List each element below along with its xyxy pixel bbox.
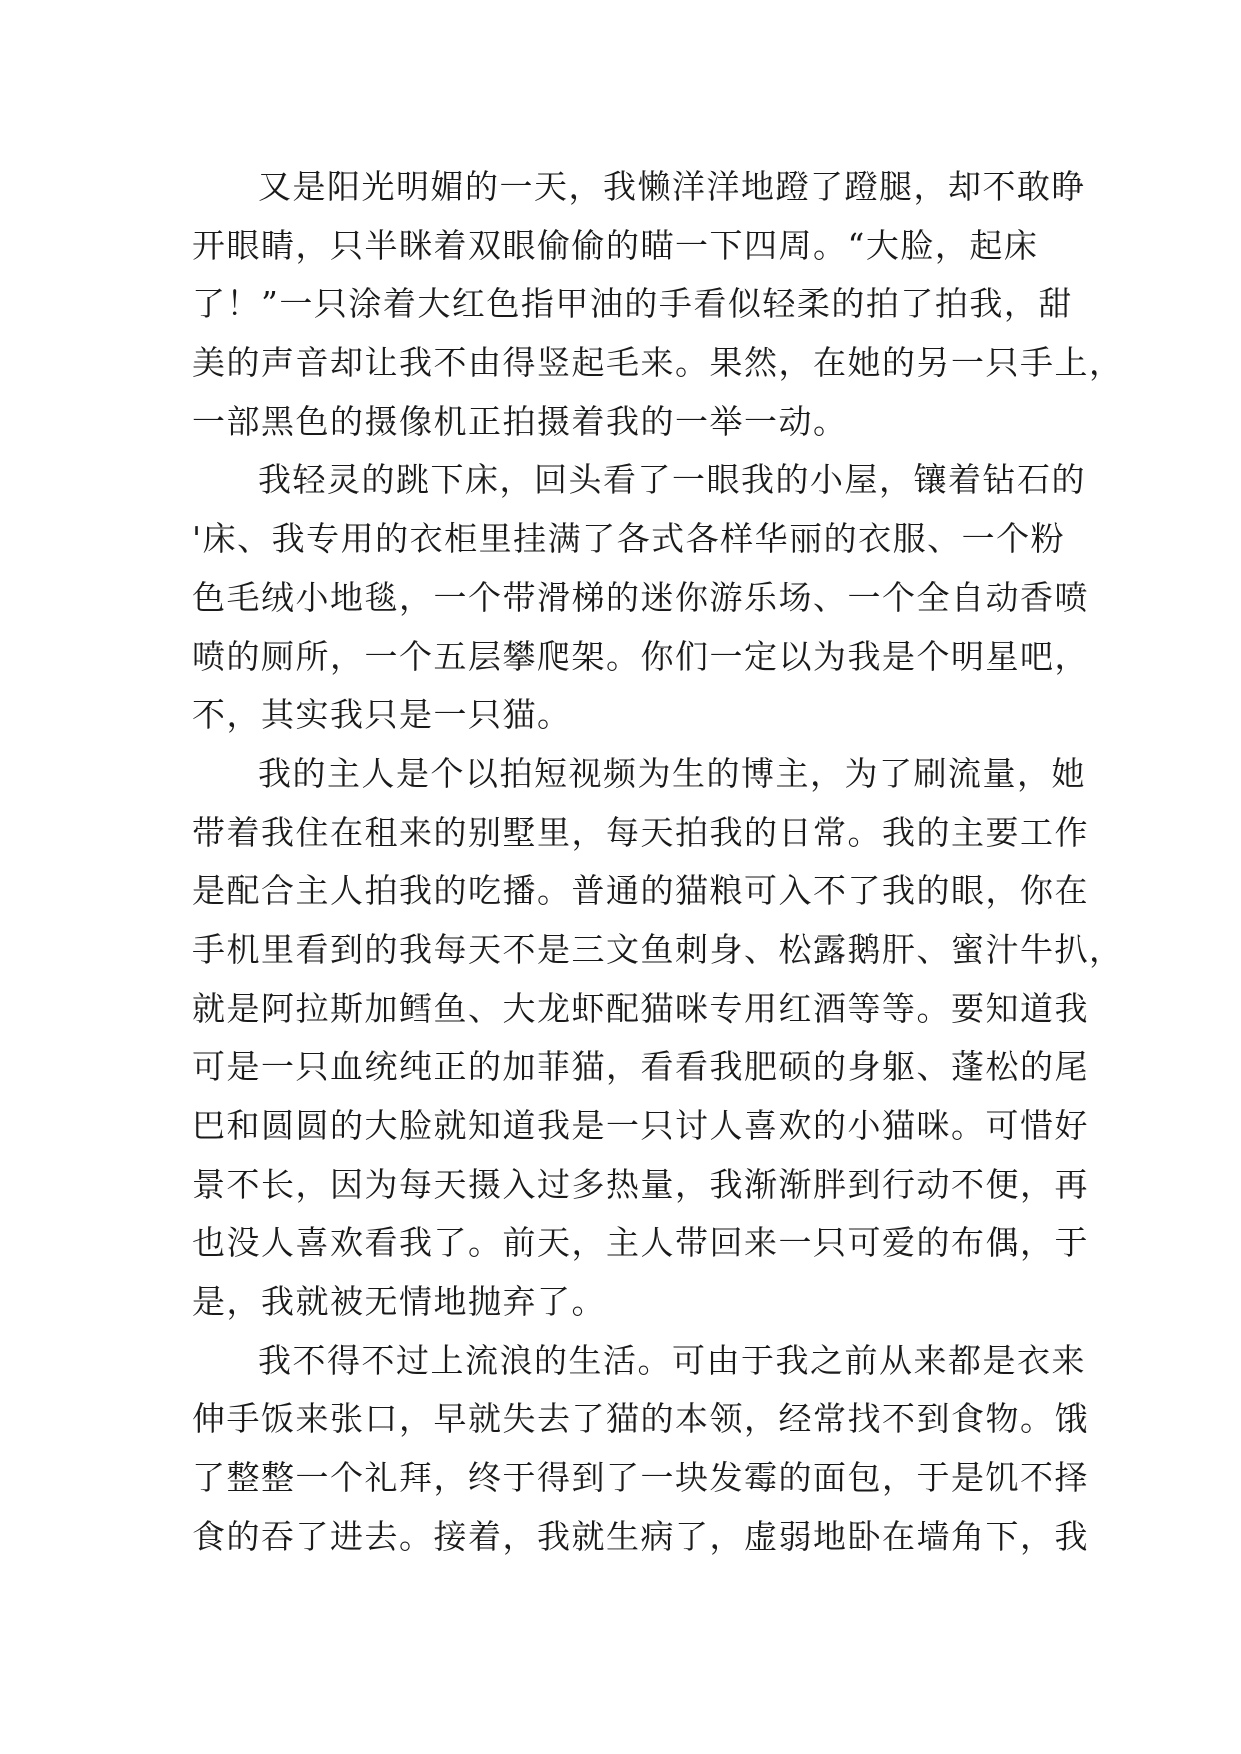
paragraph-line: 是配合主人拍我的吃播。普通的猫粮可入不了我的眼，你在 [192,871,1089,911]
document-body [192,158,1124,1567]
paragraph-1 [192,158,1124,451]
paragraph-line: 手机里看到的我每天不是三文鱼刺身、松露鹅肝、蜜汁牛扒， [192,929,1124,969]
paragraph-line: 景不长，因为每天摄入过多热量，我渐渐胖到行动不便，再 [192,1164,1089,1204]
paragraph-2 [192,451,1089,744]
paragraph-line: 可是一只血统纯正的加菲猫，看看我肥硕的身躯、蓬松的尾 [192,1047,1089,1087]
paragraph-line: 不，其实我只是一只猫。 [192,695,572,735]
paragraph-line: 开眼睛，只半眯着双眼偷偷的瞄一下四周。“大脸，起床 [192,225,1039,265]
paragraph-line: 一部黑色的摄像机正拍摄着我的一举一动。 [192,401,848,441]
paragraph-line: 色毛绒小地毯，一个带滑梯的迷你游乐场、一个全自动香喷 [192,577,1089,617]
paragraph-line: 是，我就被无情地抛弃了。 [192,1282,606,1322]
paragraph-3 [192,745,1124,1332]
paragraph-line: '床、我专用的衣柜里挂满了各式各样华丽的衣服、一个粉 [192,519,1066,559]
paragraph-line: 了整整一个礼拜，终于得到了一块发霉的面包，于是饥不择 [192,1458,1089,1498]
paragraph-line: 就是阿拉斯加鳕鱼、大龙虾配猫咪专用红酒等等。要知道我 [192,988,1089,1028]
paragraph-line: 带着我住在租来的别墅里，每天拍我的日常。我的主要工作 [192,812,1089,852]
paragraph-line: 我的主人是个以拍短视频为生的博主，为了刷流量，她 [258,753,1086,793]
paragraph-line: 也没人喜欢看我了。前天，主人带回来一只可爱的布偶，于 [192,1223,1089,1263]
paragraph-line: 巴和圆圆的大脸就知道我是一只讨人喜欢的小猫咪。可惜好 [192,1106,1089,1145]
paragraph-line: 伸手饭来张口，早就失去了猫的本领，经常找不到食物。饿 [192,1399,1089,1439]
paragraph-line: 我不得不过上流浪的生活。可由于我之前从来都是衣来 [258,1340,1086,1380]
paragraph-line: 我轻灵的跳下床，回头看了一眼我的小屋，镶着钻石的 [258,460,1086,500]
paragraph-line: 美的声音却让我不由得竖起毛来。果然，在她的另一只手上， [192,343,1124,383]
paragraph-line: 喷的厕所，一个五层攀爬架。你们一定以为我是个明星吧， [192,636,1089,676]
paragraph-line: 又是阳光明媚的一天，我懒洋洋地蹬了蹬腿，却不敢睁 [258,167,1086,206]
paragraph-line: 食的吞了进去。接着，我就生病了，虚弱地卧在墙角下，我 [192,1516,1089,1556]
paragraph-line: 了！”一只涂着大红色指甲油的手看似轻柔的拍了拍我，甜 [192,284,1073,324]
paragraph-4 [192,1332,1089,1567]
